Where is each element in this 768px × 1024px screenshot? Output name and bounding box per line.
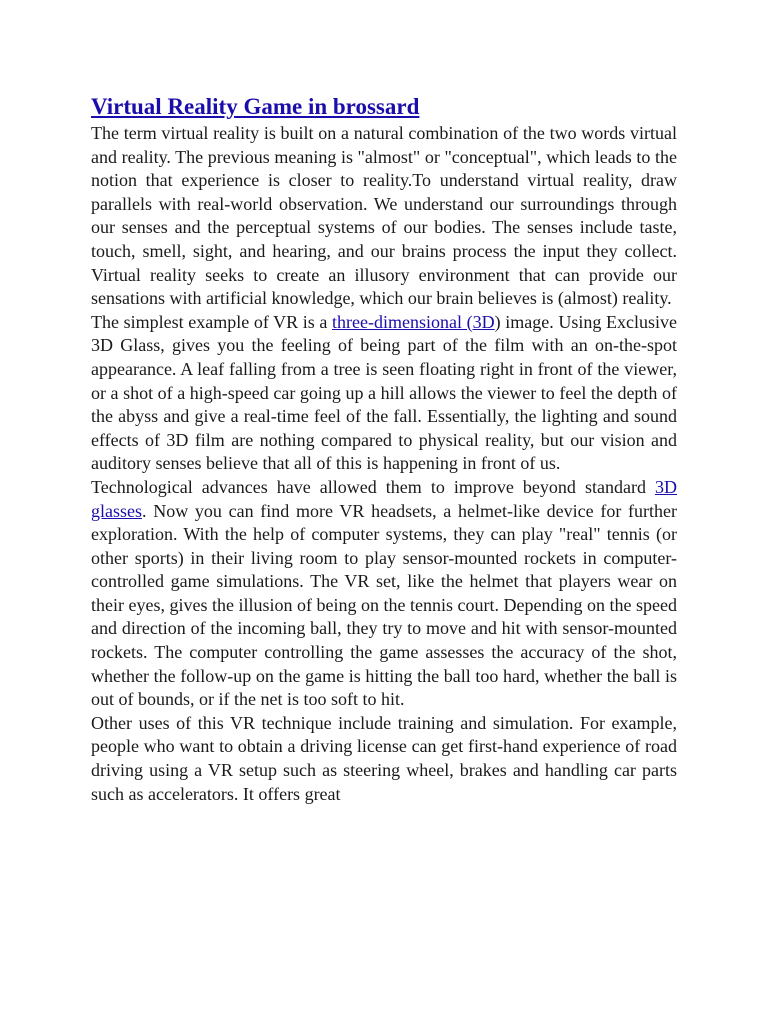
3d-glasses-link[interactable]: 3D glasses — [91, 476, 677, 521]
title-link[interactable]: Virtual Reality Game in brossard — [91, 94, 420, 119]
paragraph-2 — [91, 311, 677, 476]
paragraph-3 — [91, 476, 677, 712]
paragraph-1: The term virtual reality is built on a natural combination of the two words virtual and reality. The previous meaning is "almost" or "conceptual", which leads to the notion that experience is closer to reality.To understand virtual reality, draw parallels with real-world observation. We understand our surroundings through our senses and the perceptual systems of our bodies. The senses include taste, touch, smell, sight, and hearing, and our brains process the input they collect. Virtual reality seeks to create an illusory environment that can provide our sensations with artificial knowledge, which our brain believes is (almost) reality. — [91, 123, 677, 309]
document-title — [91, 92, 677, 122]
document-page — [91, 92, 677, 806]
paragraph-2-text-before: The simplest example of VR is a — [91, 311, 333, 332]
three-dimensional-link[interactable]: three-dimensional (3D — [332, 311, 495, 332]
paragraph-4: Other uses of this VR technique include training and simulation. For example, people who want to obtain a driving license can get first-hand experience of road driving using a VR setup such as steering wheel, brakes and handling car parts such as accelerators. It offers great — [91, 712, 677, 804]
paragraph-3-text-after: . Now you can find more VR headsets, a helmet-like device for further exploration. With the help of computer systems, they can play "real" tennis (or other sports) in their living room to play sensor-mounted rockets in computer-controlled game simulations. The VR set, like the helmet that players wear on their eyes, gives the illusion of being on the tennis court. Depending on the speed and direction of the incoming ball, they try to move and hit with sensor-mounted rockets. The computer controlling the game assesses the accuracy of the shot, whether the follow-up on the game is hitting the ball too hard, whether the ball is out of bounds, or if the net is too soft to hit. — [91, 500, 677, 710]
paragraph-3-text-before: Technological advances have allowed them to improve beyond standard — [91, 476, 655, 497]
paragraph-2-text-after: ) image. Using Exclusive 3D Glass, gives you the feeling of being part of the film with an on-the-spot appearance. A leaf falling from a tree is seen floating right in front of the viewer, or a shot of a high-speed car going up a hill allows the viewer to feel the depth of the abyss and give a real-time feel of the fall. Essentially, the lighting and sound effects of 3D film are nothing compared to physical reality, but our vision and auditory senses believe that all of this is happening in front of us. — [91, 311, 677, 474]
